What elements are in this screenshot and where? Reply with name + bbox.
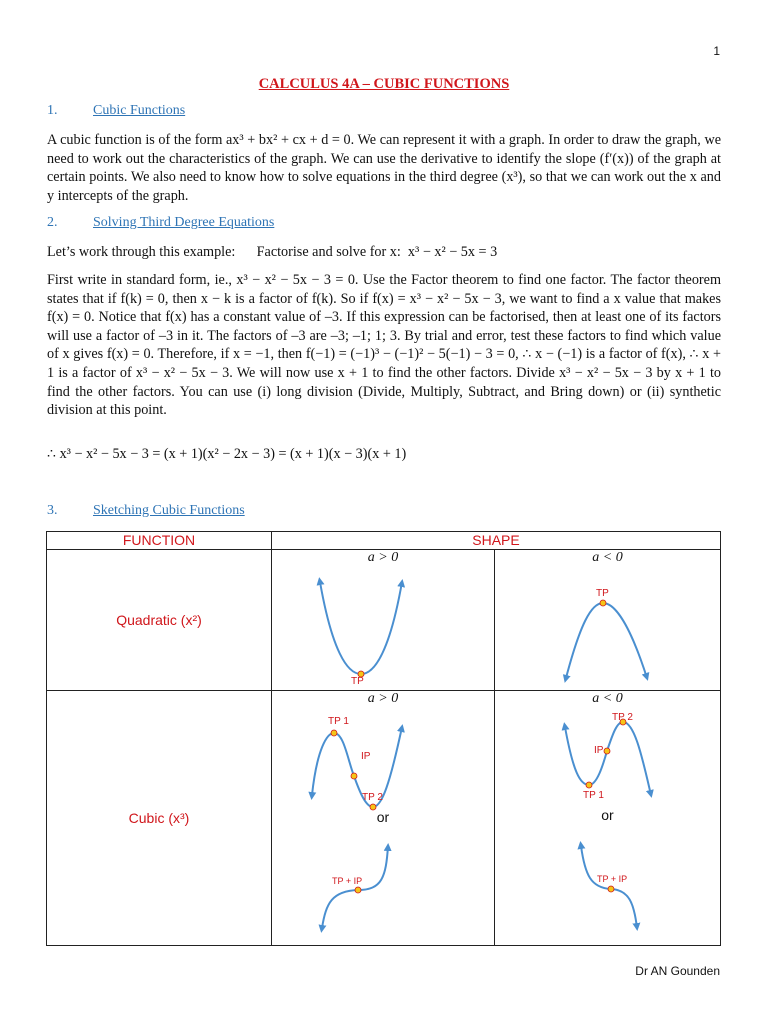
row-label-cubic: Cubic (x³) (47, 691, 272, 946)
section-number: 2. (47, 215, 58, 230)
parabola-up-curve (320, 582, 402, 674)
quadratic-neg-graph (495, 550, 720, 685)
or-text: or (601, 807, 614, 823)
condition-neg: a < 0 (592, 550, 623, 565)
ip-label: IP (594, 745, 604, 756)
tp1-marker (331, 730, 337, 736)
footer-author: Dr AN Gounden (635, 964, 720, 978)
section-number: 1. (47, 103, 58, 118)
header-function: FUNCTION (47, 532, 272, 550)
tp-label: TP (351, 676, 364, 687)
ip-marker (604, 748, 610, 754)
example-line: Let’s work through this example: Factorise and solve for x: x³ − x² − 5x = 3 (47, 244, 498, 260)
parabola-down-curve (566, 603, 647, 678)
page-number: 1 (713, 44, 720, 58)
tp1-label: TP 1 (583, 790, 604, 801)
section-number: 3. (47, 503, 58, 518)
section-title: Sketching Cubic Functions (93, 503, 245, 518)
tp2-label: TP 2 (362, 792, 383, 803)
section-3-heading (47, 503, 245, 519)
cell-cubic-pos (272, 691, 495, 946)
tp2-label: TP 2 (612, 712, 633, 723)
cell-quadratic-pos (272, 550, 495, 691)
method-paragraph: First write in standard form, ie., x³ − x² − 5x − 3 = 0. Use the Factor theorem to find one factor. The factor theorem states that if f(k) = 0, then x − k is a factor of f(k). So if f(x) = x³ − x² − 5x − 3, we want to find a x value that makes f(x) = 0. Notice that f(x) has a constant value of –3. If this expression can be factorised, then at least one of its factors will use a factor of –3 in it. The factors of –3 are –3; –1; 1; 3. By trial and error, test these factors to find which value of x gives f(x) = 0. Therefore, if x = −1, then f(−1) = (−1)³ − (−1)² − 5(−1) − 3 = 0, ∴ x − (−1) is a factor of f(x), ∴ x + 1 is a factor of x³ − x² − 5x − 3. We will now use x + 1 to find the other factors. Divide x³ − x² − 5x − 3 by x + 1 to find the other factors. You can use (i) long division (Divide, Multiply, Subtract, and Bring down) or (ii) synthetic division at this point. (47, 272, 721, 419)
ip-marker (351, 773, 357, 779)
cubic-pos-inflection-curve (322, 846, 388, 928)
tp-ip-label: TP + IP (597, 874, 628, 884)
tp1-label: TP 1 (328, 716, 349, 727)
cell-cubic-neg (495, 691, 721, 946)
cubic-neg-curve (565, 722, 651, 795)
quadratic-pos-graph (272, 550, 494, 685)
section-2-heading (47, 215, 274, 231)
tp-ip-label: TP + IP (332, 876, 363, 886)
tp-ip-marker (608, 886, 614, 892)
tp-label: TP (596, 588, 609, 599)
row-label-quadratic: Quadratic (x²) (47, 550, 272, 691)
shapes-table (46, 531, 721, 946)
cubic-pos-curve (312, 727, 402, 807)
result-line: ∴ x³ − x² − 5x − 3 = (x + 1)(x² − 2x − 3) = (x + 1)(x − 3)(x + 1) (47, 446, 407, 462)
condition-neg: a < 0 (592, 691, 623, 706)
section-title: Cubic Functions (93, 103, 186, 118)
turning-point-marker (600, 600, 606, 606)
condition-pos: a > 0 (367, 691, 399, 706)
or-text: or (376, 809, 390, 825)
header-shape: SHAPE (272, 532, 721, 550)
cell-quadratic-neg (495, 550, 721, 691)
section-1-heading (47, 103, 185, 119)
section-title: Solving Third Degree Equations (93, 215, 275, 230)
tp1-marker (586, 782, 592, 788)
condition-pos: a > 0 (367, 550, 399, 565)
ip-label: IP (361, 751, 371, 762)
tp-ip-marker (355, 887, 361, 893)
intro-paragraph: A cubic function is of the form ax³ + bx² + cx + d = 0. We can represent it with a graph. In order to draw the graph, we need to work out the characteristics of the graph. We can use the derivative to identify the slope (f′(x)) of the graph at certain points. We also need to know how to solve equations in the third degree (x³), so that we can work out the x and y intercepts of the graph. (47, 132, 721, 204)
page-title: CALCULUS 4A – CUBIC FUNCTIONS (258, 76, 510, 92)
